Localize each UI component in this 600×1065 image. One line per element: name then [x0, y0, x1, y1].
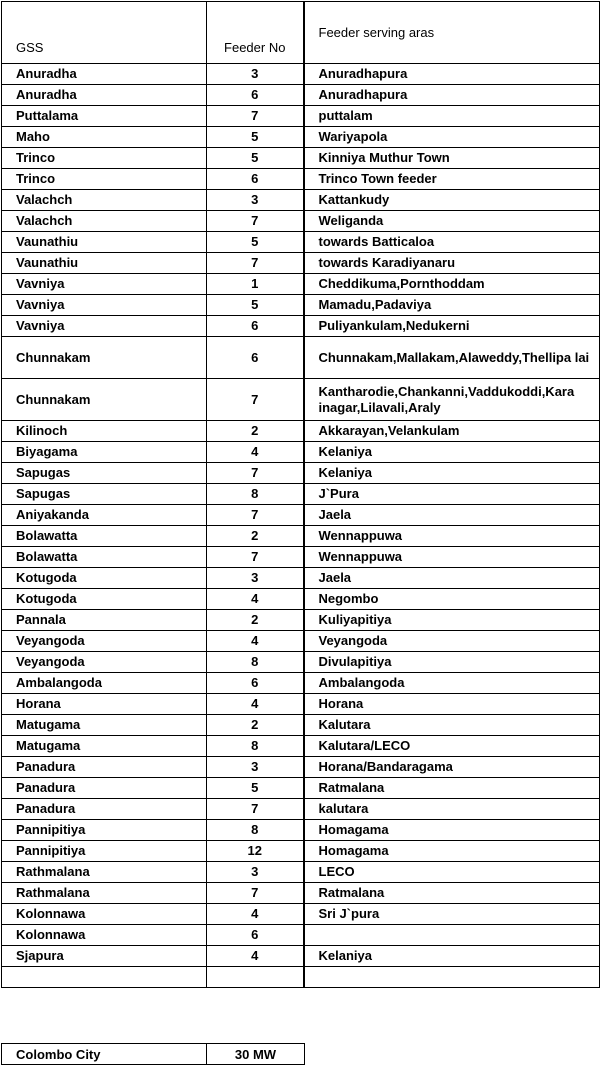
gss-cell-name: Kolonnawa: [2, 925, 207, 946]
gss-cell-name: Trinco: [2, 148, 207, 169]
feeder-no-cell: 4: [207, 589, 304, 610]
feeder-no-cell: 3: [207, 862, 304, 883]
gss-cell-name: Valachch: [2, 211, 207, 232]
feeder-no-cell: 12: [207, 841, 304, 862]
gss-cell-name: Valachch: [2, 190, 207, 211]
table-row: [2, 316, 600, 337]
gss-cell-name: Biyagama: [2, 442, 207, 463]
feeder-no-cell: 7: [207, 211, 304, 232]
feeder-no-cell: 6: [207, 316, 304, 337]
feeder-area-cell: Wennappuwa: [304, 526, 600, 547]
feeder-area-cell: Chunnakam,Mallakam,Alaweddy,Thellipa lai: [304, 337, 600, 379]
feeder-no-cell: 4: [207, 631, 304, 652]
feeder-no-cell: 8: [207, 736, 304, 757]
feeder-area-cell: puttalam: [304, 106, 600, 127]
feeder-area-cell: Homagama: [304, 820, 600, 841]
feeder-no-cell: 5: [207, 295, 304, 316]
feeder-area-cell: Kantharodie,Chankanni,Vaddukoddi,Kara inagar,Lilavali,Araly: [304, 379, 600, 421]
feeder-no-cell: 3: [207, 757, 304, 778]
feeder-area-cell: Akkarayan,Velankulam: [304, 421, 600, 442]
gss-cell-name: Kotugoda: [2, 568, 207, 589]
feeder-area-cell: towards Karadiyanaru: [304, 253, 600, 274]
table-row: [2, 547, 600, 568]
gss-cell-name: Rathmalana: [2, 883, 207, 904]
gss-cell-name: Vavniya: [2, 316, 207, 337]
table-row: [2, 253, 600, 274]
feeder-no-cell: 2: [207, 610, 304, 631]
table-row: [2, 715, 600, 736]
gss-cell-name: Rathmalana: [2, 862, 207, 883]
feeder-area-cell: LECO: [304, 862, 600, 883]
feeder-area-cell: Puliyankulam,Nedukerni: [304, 316, 600, 337]
table-row: [2, 946, 600, 967]
table-row: [2, 694, 600, 715]
feeder-area-cell: Kinniya Muthur Town: [304, 148, 600, 169]
summary-value: 30 MW: [207, 1044, 305, 1065]
table-row: [2, 652, 600, 673]
gss-cell-name: Anuradha: [2, 64, 207, 85]
gss-cell-name: Matugama: [2, 715, 207, 736]
header-gss-top: [2, 2, 207, 34]
feeder-area-cell: Veyangoda: [304, 631, 600, 652]
summary-table: [1, 1043, 305, 1065]
feeder-area-cell: Kattankudy: [304, 190, 600, 211]
feeder-area-cell: Sri J`pura: [304, 904, 600, 925]
feeder-no-cell: 7: [207, 463, 304, 484]
feeder-table: [1, 1, 600, 988]
feeder-no-cell: 5: [207, 232, 304, 253]
feeder-area-cell: Anuradhapura: [304, 64, 600, 85]
feeder-no-cell: 5: [207, 148, 304, 169]
gss-cell-name: Vavniya: [2, 295, 207, 316]
feeder-area-cell: Jaela: [304, 568, 600, 589]
feeder-area-cell: [304, 925, 600, 946]
table-row: [2, 232, 600, 253]
feeder-area-cell: Wariyapola: [304, 127, 600, 148]
table-row: [2, 337, 600, 379]
table-row: [2, 211, 600, 232]
feeder-area-cell: Jaela: [304, 505, 600, 526]
gss-cell-name: Aniyakanda: [2, 505, 207, 526]
feeder-no-cell: 7: [207, 547, 304, 568]
table-row: [2, 841, 600, 862]
feeder-area-cell: Kelaniya: [304, 442, 600, 463]
summary-row: [2, 1044, 305, 1065]
gss-cell-name: Horana: [2, 694, 207, 715]
table-row: [2, 736, 600, 757]
table-row: [2, 64, 600, 85]
summary-label: Colombo City: [2, 1044, 207, 1065]
feeder-no-cell: 3: [207, 64, 304, 85]
feeder-no-cell: 7: [207, 799, 304, 820]
gss-cell-name: Puttalama: [2, 106, 207, 127]
feeder-no-cell: 4: [207, 694, 304, 715]
gss-cell-name: Veyangoda: [2, 631, 207, 652]
table-row: [2, 673, 600, 694]
table-row: [2, 379, 600, 421]
table-row: [2, 589, 600, 610]
feeder-no-cell: 6: [207, 673, 304, 694]
gss-cell-name: Vaunathiu: [2, 232, 207, 253]
gss-cell-name: Panadura: [2, 799, 207, 820]
table-row: [2, 904, 600, 925]
feeder-no-cell: 5: [207, 127, 304, 148]
feeder-area-cell: Kalutara/LECO: [304, 736, 600, 757]
table-row: [2, 463, 600, 484]
feeder-no-cell: 4: [207, 946, 304, 967]
gss-cell-name: Anuradha: [2, 85, 207, 106]
table-header: [2, 2, 600, 64]
table-row: [2, 421, 600, 442]
feeder-area-cell: Ratmalana: [304, 778, 600, 799]
table-row: [2, 925, 600, 946]
feeder-no-cell: 8: [207, 820, 304, 841]
gss-cell-name: Veyangoda: [2, 652, 207, 673]
table-row: [2, 442, 600, 463]
table-row: [2, 148, 600, 169]
table-row: [2, 274, 600, 295]
feeder-no-cell: 6: [207, 169, 304, 190]
feeder-no-cell: 2: [207, 421, 304, 442]
gss-cell-name: Kolonnawa: [2, 904, 207, 925]
gss-cell-name: Sapugas: [2, 463, 207, 484]
gss-cell-name: Chunnakam: [2, 379, 207, 421]
feeder-area-cell: Kelaniya: [304, 463, 600, 484]
table-row: [2, 295, 600, 316]
feeder-area-cell: Trinco Town feeder: [304, 169, 600, 190]
table-row: [2, 883, 600, 904]
feeder-no-cell: 2: [207, 715, 304, 736]
feeder-area-cell: Negombo: [304, 589, 600, 610]
feeder-area-cell: Ambalangoda: [304, 673, 600, 694]
gss-cell-name: Sjapura: [2, 946, 207, 967]
table-body: [2, 64, 600, 988]
feeder-no-cell: 7: [207, 379, 304, 421]
feeder-no-cell: 6: [207, 337, 304, 379]
gss-cell-name: Sapugas: [2, 484, 207, 505]
gss-cell-name: Vaunathiu: [2, 253, 207, 274]
gss-cell-name: Panadura: [2, 778, 207, 799]
empty-cell: [207, 967, 304, 988]
feeder-no-cell: 7: [207, 883, 304, 904]
feeder-area-cell: Kuliyapitiya: [304, 610, 600, 631]
feeder-no-cell: 1: [207, 274, 304, 295]
table-row: [2, 190, 600, 211]
table-row: [2, 862, 600, 883]
gss-cell-name: Bolawatta: [2, 547, 207, 568]
gss-cell-name: Maho: [2, 127, 207, 148]
table-row: [2, 85, 600, 106]
gss-cell-name: Kilinoch: [2, 421, 207, 442]
gss-cell-name: Pannala: [2, 610, 207, 631]
table-row: [2, 799, 600, 820]
header-feeder-top: [207, 2, 304, 34]
feeder-area-cell: Kalutara: [304, 715, 600, 736]
feeder-area-cell: Kelaniya: [304, 946, 600, 967]
gss-cell-name: Trinco: [2, 169, 207, 190]
feeder-area-cell: Cheddikuma,Pornthoddam: [304, 274, 600, 295]
table-row: [2, 484, 600, 505]
feeder-no-cell: 7: [207, 253, 304, 274]
gss-cell-name: Pannipitiya: [2, 820, 207, 841]
gss-cell-name: Matugama: [2, 736, 207, 757]
feeder-no-cell: 2: [207, 526, 304, 547]
gss-cell-name: Pannipitiya: [2, 841, 207, 862]
table-row: [2, 505, 600, 526]
table-row: [2, 568, 600, 589]
empty-row: [2, 967, 600, 988]
feeder-no-cell: 3: [207, 568, 304, 589]
gss-cell-name: Vavniya: [2, 274, 207, 295]
feeder-no-cell: 6: [207, 925, 304, 946]
feeder-no-cell: 7: [207, 505, 304, 526]
feeder-area-cell: J`Pura: [304, 484, 600, 505]
header-areas: Feeder serving aras: [304, 2, 600, 64]
empty-cell: [304, 967, 600, 988]
table-row: [2, 820, 600, 841]
feeder-no-cell: 3: [207, 190, 304, 211]
header-feeder-no: Feeder No: [207, 33, 304, 64]
gss-cell-name: Chunnakam: [2, 337, 207, 379]
table-row: [2, 526, 600, 547]
table-row: [2, 610, 600, 631]
table-row: [2, 778, 600, 799]
feeder-area-cell: Homagama: [304, 841, 600, 862]
feeder-no-cell: 6: [207, 85, 304, 106]
feeder-area-cell: Mamadu,Padaviya: [304, 295, 600, 316]
header-gss: GSS: [2, 33, 207, 64]
feeder-area-cell: Weliganda: [304, 211, 600, 232]
table-row: [2, 631, 600, 652]
feeder-area-cell: kalutara: [304, 799, 600, 820]
empty-cell: [2, 967, 207, 988]
table-row: [2, 127, 600, 148]
feeder-area-cell: Divulapitiya: [304, 652, 600, 673]
feeder-no-cell: 4: [207, 904, 304, 925]
feeder-no-cell: 8: [207, 484, 304, 505]
table-row: [2, 169, 600, 190]
feeder-area-cell: Horana: [304, 694, 600, 715]
feeder-no-cell: 8: [207, 652, 304, 673]
gss-cell-name: Kotugoda: [2, 589, 207, 610]
table-row: [2, 757, 600, 778]
gss-cell-name: Bolawatta: [2, 526, 207, 547]
feeder-no-cell: 7: [207, 106, 304, 127]
table-row: [2, 106, 600, 127]
gss-cell-name: Panadura: [2, 757, 207, 778]
feeder-area-cell: Horana/Bandaragama: [304, 757, 600, 778]
feeder-area-cell: Wennappuwa: [304, 547, 600, 568]
feeder-no-cell: 4: [207, 442, 304, 463]
feeder-area-cell: Anuradhapura: [304, 85, 600, 106]
feeder-no-cell: 5: [207, 778, 304, 799]
feeder-area-cell: Ratmalana: [304, 883, 600, 904]
feeder-area-cell: towards Batticaloa: [304, 232, 600, 253]
gss-cell-name: Ambalangoda: [2, 673, 207, 694]
